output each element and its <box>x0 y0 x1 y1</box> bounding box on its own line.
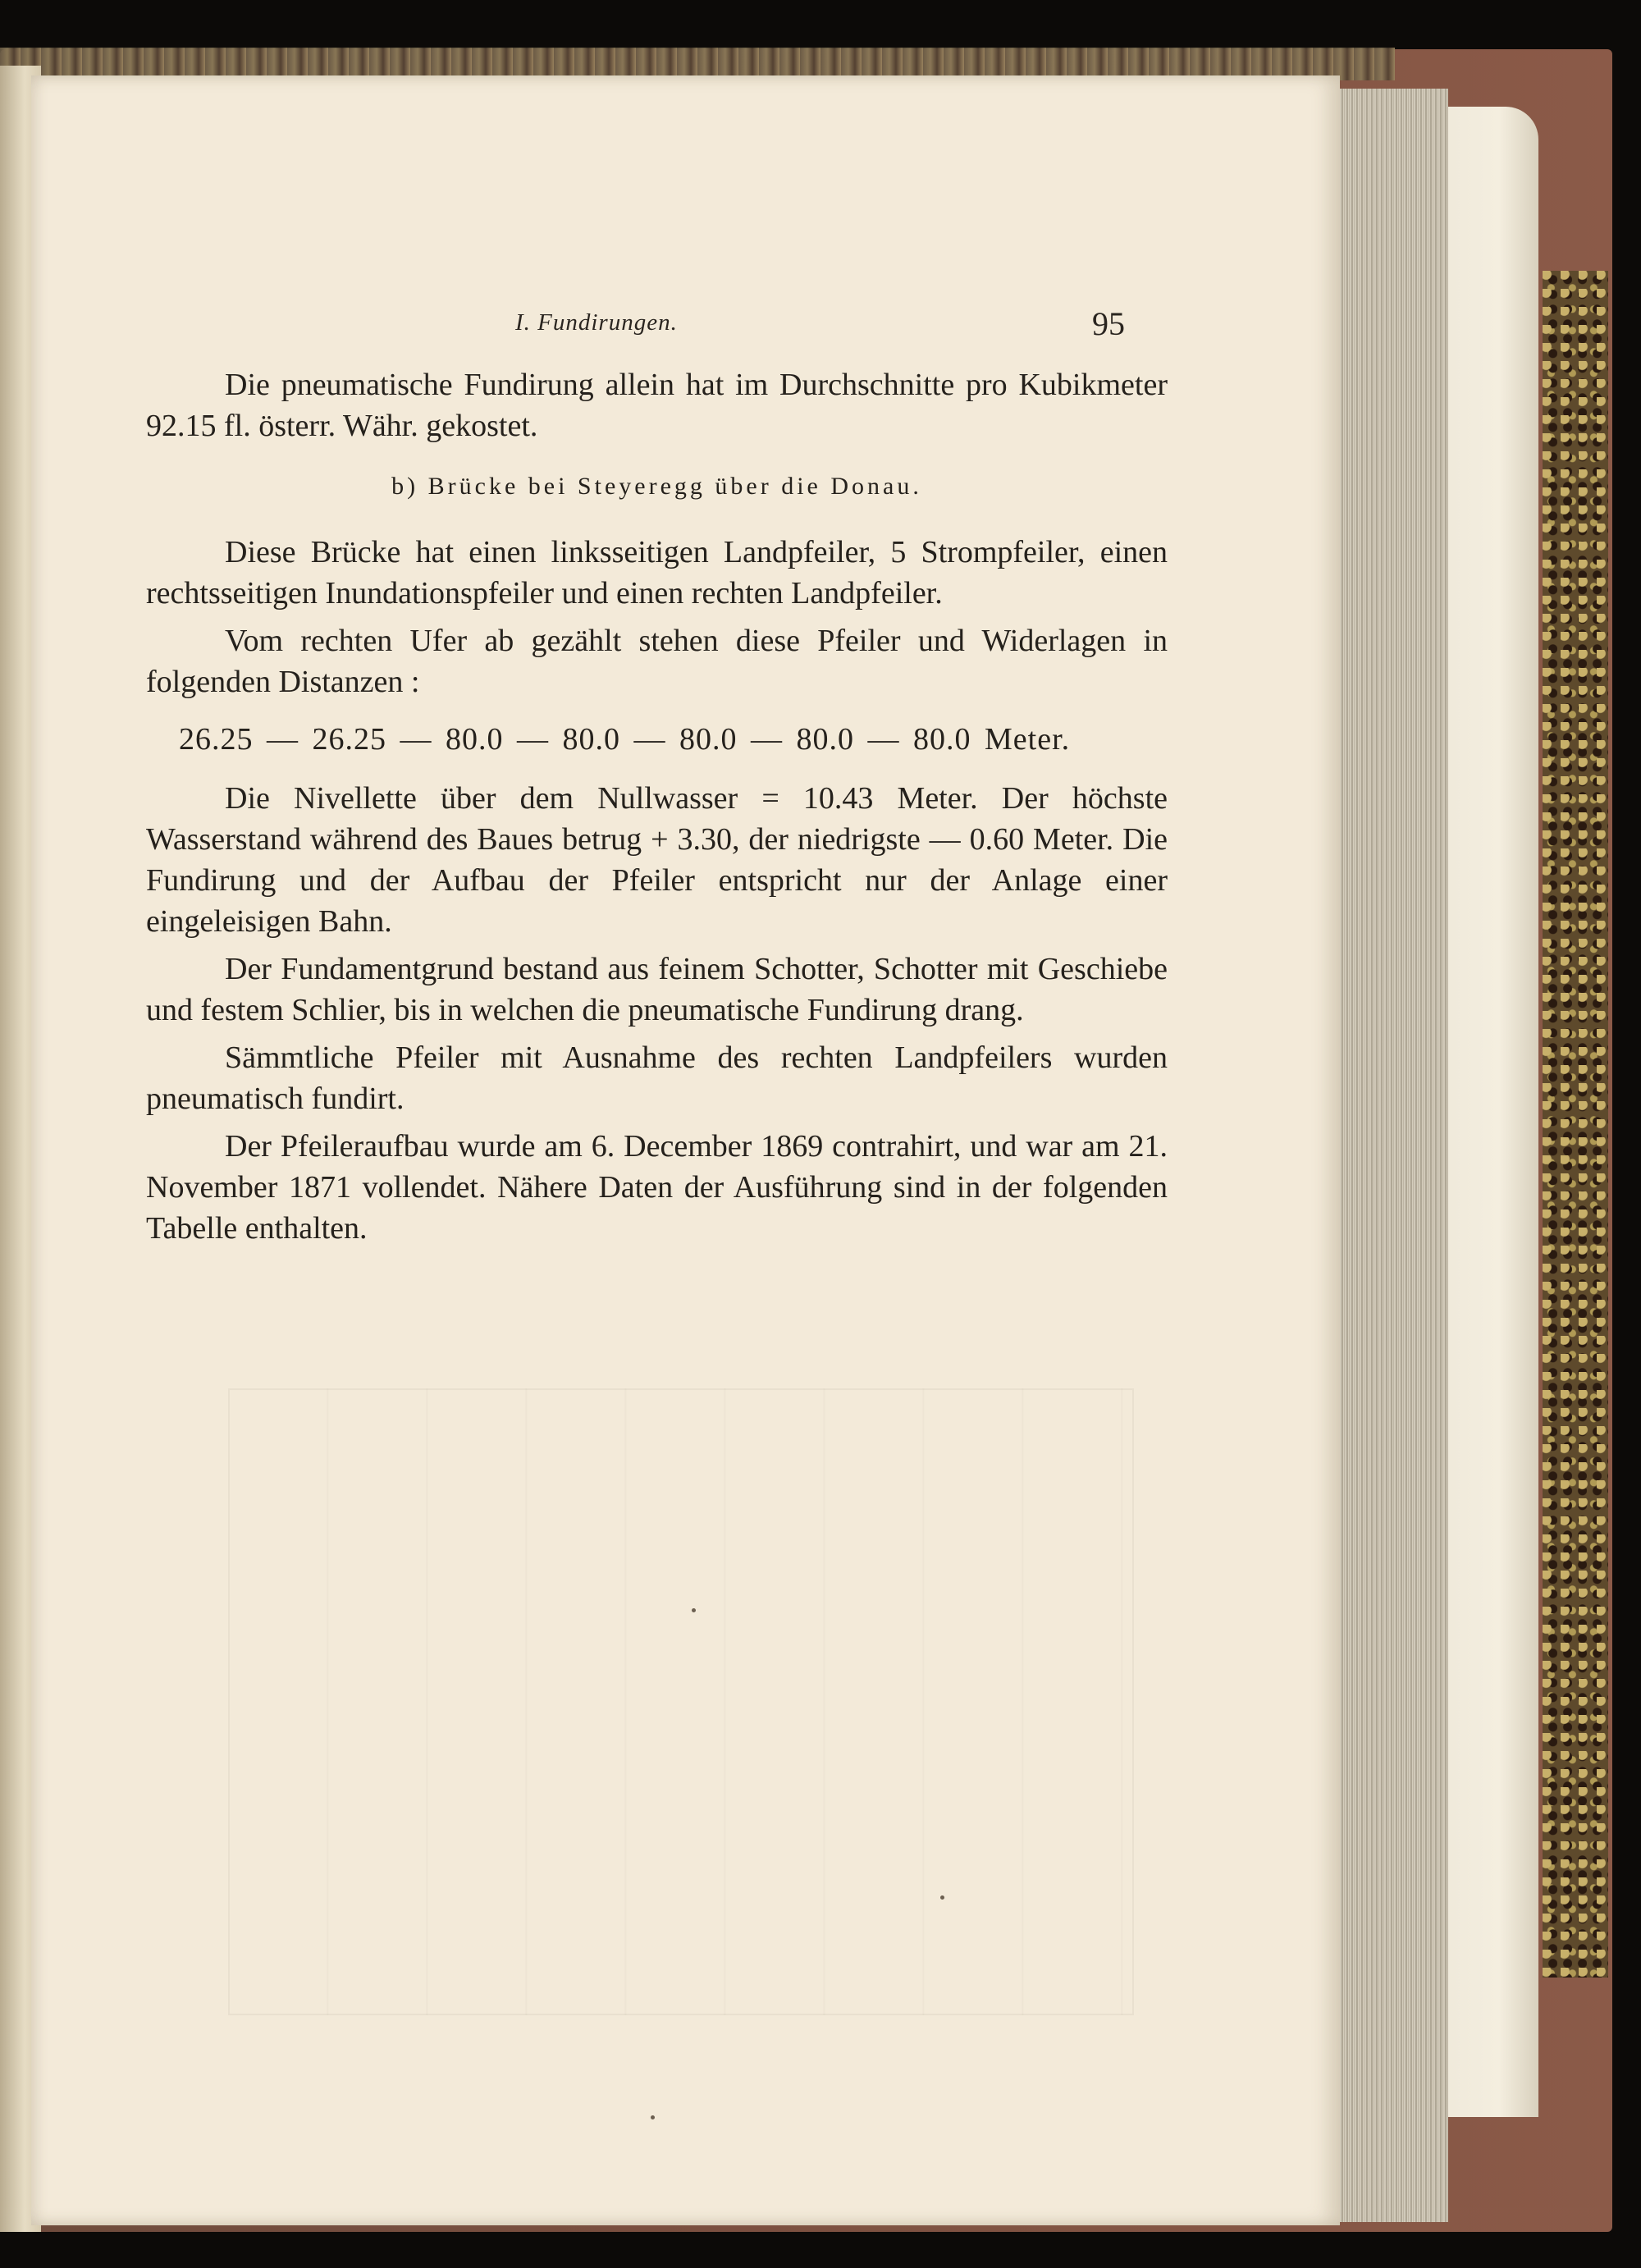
paragraph: Die pneumatische Fundirung allein hat im Durchschnitte pro Kubikmeter 92.15 fl. österr. Währ. gekostet. <box>146 368 1168 443</box>
page-header <box>31 305 1340 359</box>
paragraph: Vom rechten Ufer ab gezählt stehen diese Pfeiler und Widerlagen in folgenden Distanzen : <box>146 624 1168 699</box>
running-head: I. Fundirungen. <box>515 309 678 336</box>
paper-speck <box>940 1895 944 1900</box>
distances-line: 26.25 — 26.25 — 80.0 — 80.0 — 80.0 — 80.0 — 80.0 Meter. <box>179 722 1071 757</box>
paper-speck <box>651 2115 655 2119</box>
book-page <box>31 75 1340 2225</box>
paragraph: Diese Brücke hat einen linksseitigen Landpfeiler, 5 Strompfeiler, einen rechtsseitigen Inundationspfeiler und einen rechten Landpfeiler. <box>146 535 1168 610</box>
paragraph: Sämmtliche Pfeiler mit Ausnahme des rechten Landpfeilers wurden pneumatisch fundirt. <box>146 1040 1168 1116</box>
paragraph: Der Pfeileraufbau wurde am 6. December 1869 contrahirt, und war am 21. November 1871 vollendet. Nähere Daten der Ausführung sind in der folgenden Tabelle enthalten. <box>146 1129 1168 1246</box>
back-leaf <box>1440 107 1538 2117</box>
paragraph: Der Fundamentgrund bestand aus feinem Schotter, Schotter mit Geschiebe und festem Schlier, bis in welchen die pneumatische Fundirung drang. <box>146 952 1168 1027</box>
section-heading: b) Brücke bei Steyeregg über die Donau. <box>391 473 922 500</box>
paper-speck <box>692 1608 696 1612</box>
paragraph: Die Nivellette über dem Nullwasser = 10.43 Meter. Der höchste Wasserstand während des Baues betrug + 3.30, der niedrigste — 0.60 Meter. Die Fundirung und der Aufbau der Pfeiler entspricht nur der Anlage einer eingeleisigen Bahn. <box>146 781 1168 939</box>
show-through-table <box>228 1388 1134 2015</box>
page-number: 95 <box>1092 305 1125 342</box>
body-text <box>146 364 1168 1255</box>
marbled-endpaper <box>1543 271 1608 1978</box>
